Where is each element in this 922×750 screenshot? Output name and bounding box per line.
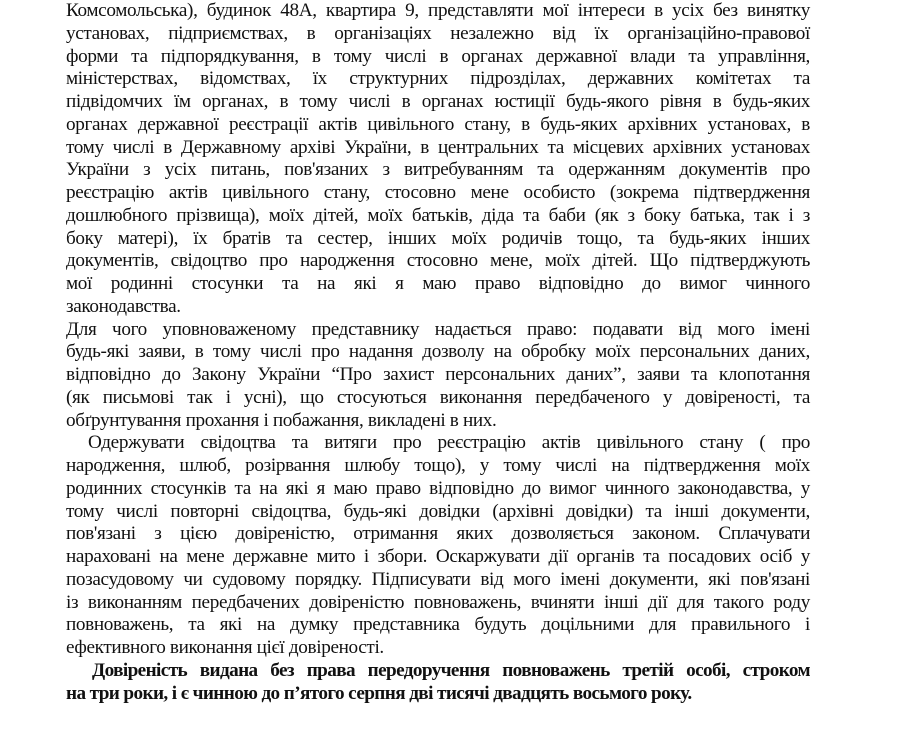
text-line: Одержувати свідоцтва та витяги про реєстрацію актів цивільного стану ( про xyxy=(88,432,810,454)
text-line: будь-які заяви, в тому числі про надання дозволу на обробку моїх персональних даних, xyxy=(66,341,810,363)
text-line: документів, свідоцтво про народження стосовно мене, моїх дітей. Що підтверджують xyxy=(66,250,810,272)
text-line: пов'язані з цією довіреністю, отримання яких дозволяється законом. Сплачувати xyxy=(66,523,810,545)
text-line: установах, підприємствах, в організаціях незалежно від їх організаційно-правової xyxy=(66,22,810,44)
text-line: органах державної реєстрації актів цивільного стану, в будь-яких архівних установах, в xyxy=(66,113,810,135)
text-line: законодавства. xyxy=(66,295,181,317)
text-line: тому числі повторні свідоцтва, будь-які довідки (архівні довідки) та інші документи, xyxy=(66,500,810,522)
text-line: із виконанням передбачених довіреністю повноважень, вчиняти інші дії для такого роду xyxy=(66,591,810,613)
text-line: мої родинні стосунки та на які я маю право відповідно до вимог чинного xyxy=(66,273,810,294)
text-line: Для чого уповноваженому представнику надається право: подавати від мого імені xyxy=(66,318,810,340)
text-line: Комсомольська), будинок 48А, квартира 9, представляти мої інтереси в усіх без винятку xyxy=(66,0,810,21)
text-line: обґрунтування прохання і побажання, викладені в них. xyxy=(66,409,497,431)
paragraph-certificates xyxy=(66,432,810,660)
text-line-bold: на три роки, і є чинною до п’ятого серпня дві тисячі двадцять восьмого року. xyxy=(66,682,692,704)
text-line: України з усіх питань, пов'язаних з витребуванням та одержанням документів про xyxy=(66,159,810,181)
text-line-bold: Довіреність видана без права передоручення повноважень третій особі, строком xyxy=(92,659,810,681)
text-line: нараховані на мене державне мито і збори. Оскаржувати дії органів та посадових осіб у xyxy=(66,546,810,567)
text-line: ефективного виконання цієї довіреності. xyxy=(66,637,384,658)
text-line: дошлюбного прізвища), моїх дітей, моїх батьків, діда та баби (як з боку батька, так і з xyxy=(66,204,810,226)
text-line: відповідно до Закону України “Про захист персональних даних”, заяви та клопотання xyxy=(66,364,810,385)
paragraph-representative-rights xyxy=(66,319,810,433)
text-line: боку матері), їх братів та сестер, інших моїх родичів тощо, та будь-яких інших xyxy=(66,227,810,249)
text-line: форми та підпорядкування, в тому числі в органах державної влади та управління, xyxy=(66,45,810,67)
text-line: родинних стосунків та на які я маю право відповідно до вимог чинного законодавства, у xyxy=(66,477,810,499)
text-line: підвідомчих їм органах, в тому числі в органах юстиції будь-якого рівня в будь-яких xyxy=(66,91,810,112)
text-line: міністерствах, відомствах, їх структурних підрозділах, державних комітетах та xyxy=(66,68,810,90)
text-line: тому числі в Державному архіві України, в центральних та місцевих архівних установах xyxy=(66,136,810,158)
text-line: позасудовому чи судовому порядку. Підписувати від мого імені документи, які пов'язані xyxy=(66,568,810,590)
text-line: (як письмові так і усні), що стосуються виконання передбаченого у довіреності, та xyxy=(66,386,810,408)
document-page xyxy=(66,0,810,705)
text-line: реєстрацію актів цивільного стану, стосовно мене особисто (зокрема підтвердження xyxy=(66,182,810,203)
text-line: народження, шлюб, розірвання шлюбу тощо), у тому числі на підтвердження моїх xyxy=(66,455,810,476)
paragraph-authority-scope xyxy=(66,0,810,319)
text-line: повноважень, та які на думку представника будуть доцільними для правильного і xyxy=(66,614,810,636)
paragraph-validity-term xyxy=(66,660,810,706)
